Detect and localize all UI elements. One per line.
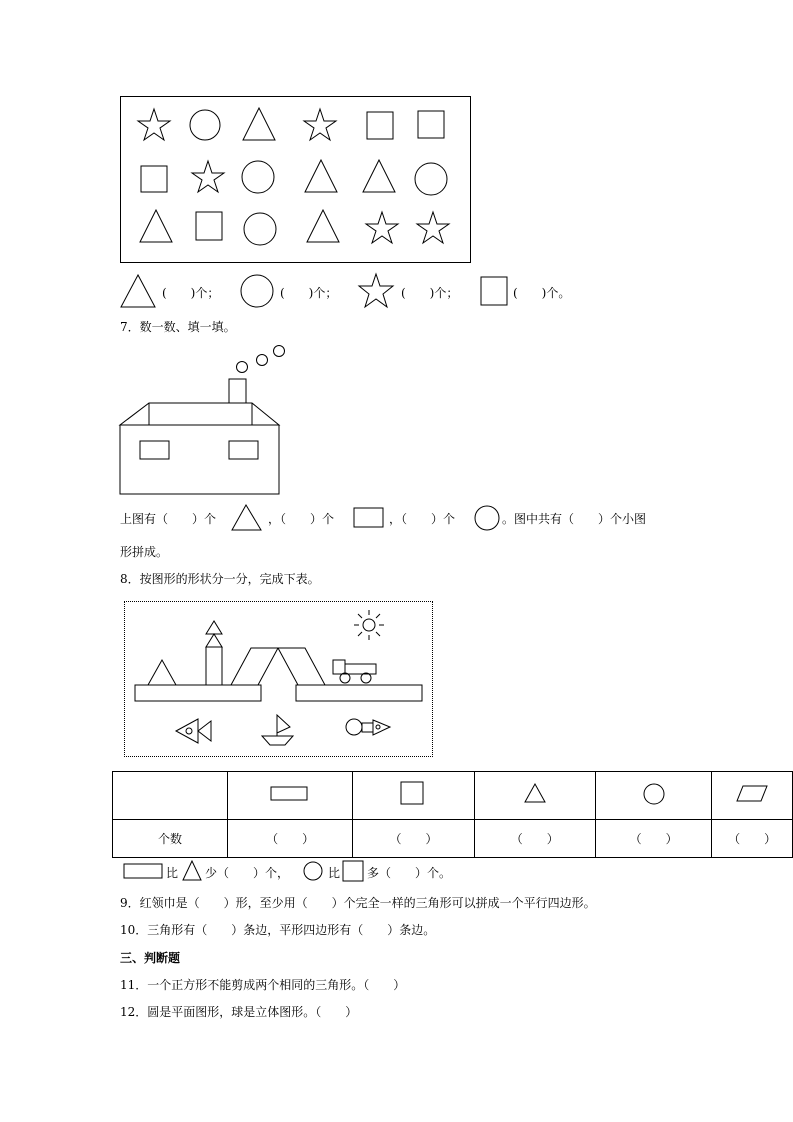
rectangle-icon — [124, 864, 162, 878]
q10-text: 10．三角形有（ ）条边，平形四边形有（ ）条边。 — [120, 923, 436, 937]
table-cell[interactable]: （ ） — [474, 820, 595, 858]
circle-icon — [304, 862, 322, 880]
q7-line1-c: ，（ ）个 — [389, 512, 456, 526]
q9-text: 9．红领巾是（ ）形，至少用（ ）个完全一样的三角形可以拼成一个平行四边形。 — [120, 896, 596, 910]
table-cell[interactable]: （ ） — [712, 820, 793, 858]
square-icon — [343, 861, 363, 881]
q8-compare-d: 多（ ）个。 — [367, 866, 452, 880]
q7-line2: 形拼成。 — [120, 545, 169, 559]
q7-line1-d: 。图中共有（ ）个小图 — [502, 512, 647, 526]
table-cell[interactable]: （ ） — [353, 820, 474, 858]
table-cell[interactable]: （ ） — [595, 820, 711, 858]
triangle-icon — [183, 861, 201, 880]
legend-paren-1: ( )个； — [162, 286, 220, 300]
section-3-heading: 三、判断题 — [120, 951, 181, 965]
q7-line1-b: ，（ ）个 — [268, 512, 335, 526]
legend-paren-3: ( )个； — [401, 286, 459, 300]
q8-compare-a: 比 — [166, 866, 179, 880]
table-row-label: 个数 — [113, 820, 228, 858]
q8-compare-c: 比 — [328, 866, 341, 880]
q12-text: 12．圆是平面图形，球是立体图形。（ ） — [120, 1005, 358, 1019]
q11-text: 11．一个正方形不能剪成两个相同的三角形。（ ） — [120, 978, 406, 992]
table-cell[interactable]: （ ） — [228, 820, 353, 858]
q7-title: 7．数一数、填一填。 — [120, 320, 236, 334]
legend-paren-4: ( )个。 — [513, 286, 571, 300]
legend-paren-2: ( )个； — [280, 286, 338, 300]
q8-title: 8．按图形的形状分一分，完成下表。 — [120, 572, 320, 586]
q7-line1: 上图有（ ）个 — [120, 512, 217, 526]
q8-compare-b: 少（ ）个， — [205, 866, 290, 880]
